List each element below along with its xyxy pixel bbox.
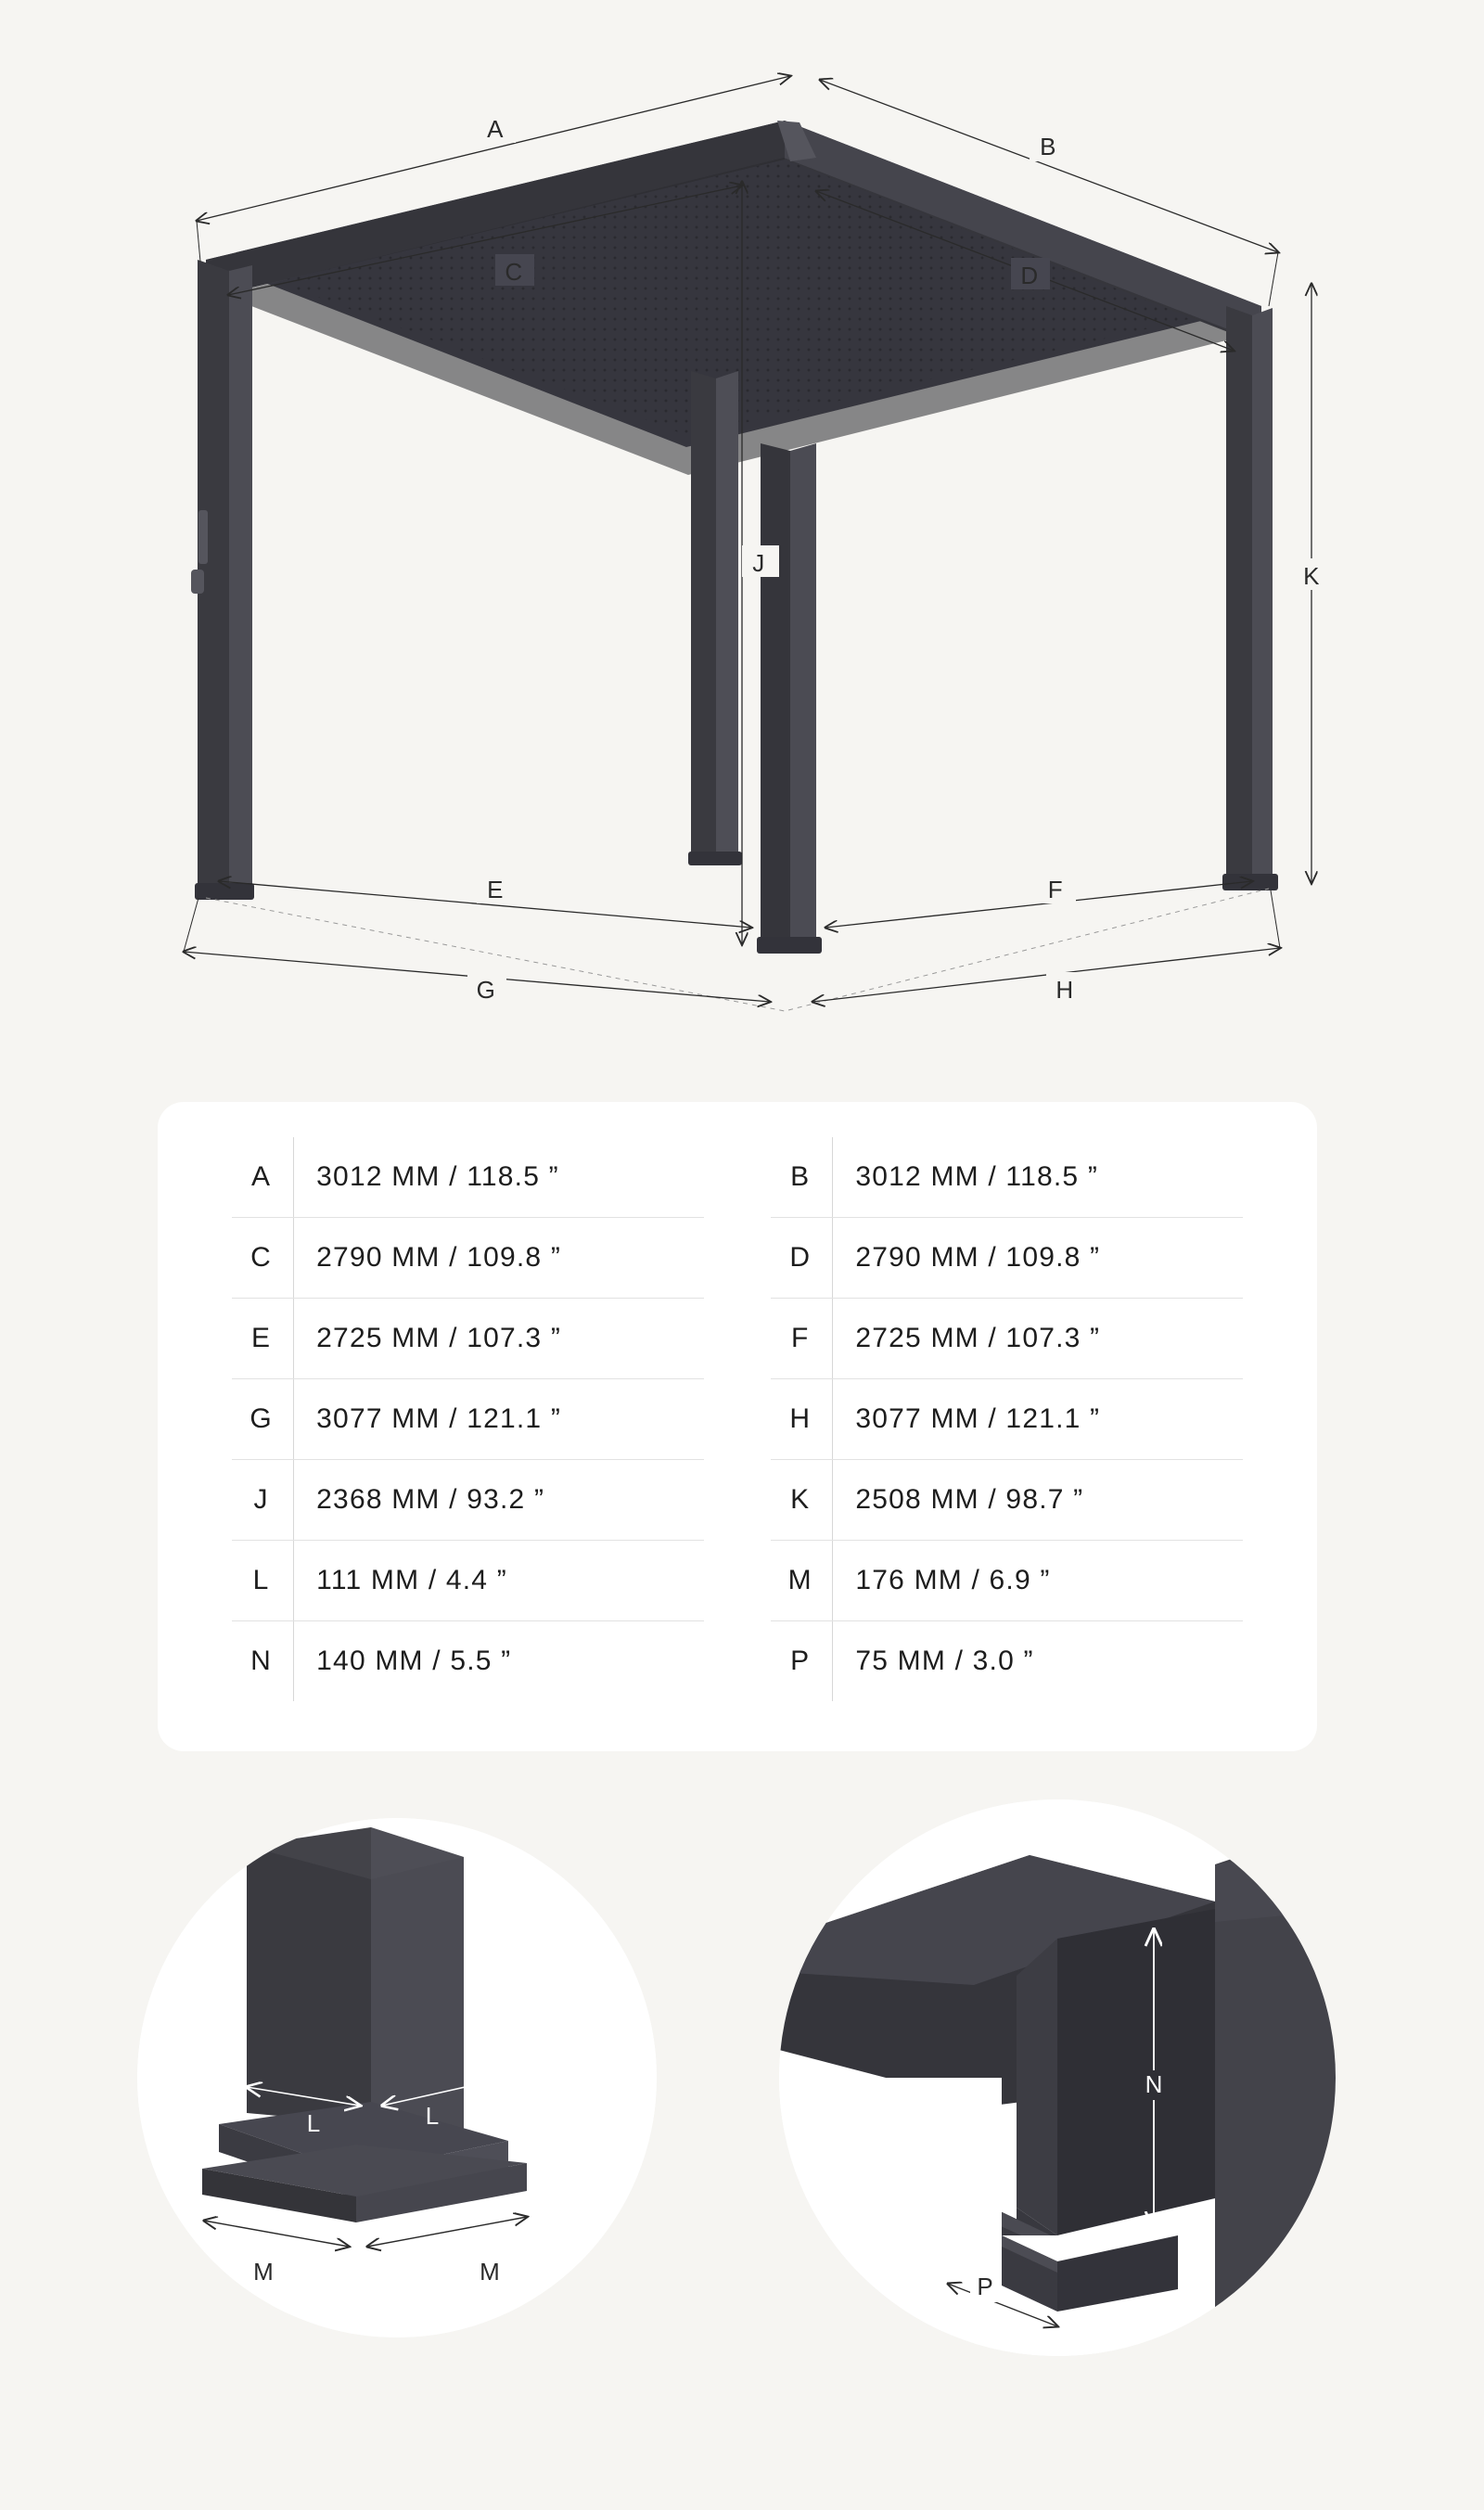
detail-letter-P: P — [977, 2273, 993, 2300]
detail-letter-N: N — [1145, 2070, 1163, 2098]
column-gap — [704, 1137, 771, 1218]
spec-value: 2790 MM / 109.8 ” — [294, 1218, 704, 1299]
dim-letter-G: G — [476, 976, 496, 1004]
spec-value: 2790 MM / 109.8 ” — [833, 1218, 1243, 1299]
table-row — [232, 1541, 1243, 1621]
dim-letter-H: H — [1055, 976, 1074, 1004]
post-base-detail — [137, 1818, 657, 2337]
dim-letter-C: C — [505, 258, 523, 286]
detail-letter-M-1: M — [253, 2258, 274, 2286]
spec-key: K — [771, 1460, 833, 1541]
table-row — [232, 1460, 1243, 1541]
column-gap — [704, 1218, 771, 1299]
spec-value: 3077 MM / 121.1 ” — [833, 1379, 1243, 1460]
detail-letter-L-2: L — [425, 2102, 440, 2130]
spec-value: 2368 MM / 93.2 ” — [294, 1460, 704, 1541]
table-row — [232, 1137, 1243, 1218]
spec-value: 2725 MM / 107.3 ” — [833, 1299, 1243, 1379]
column-gap — [704, 1379, 771, 1460]
spec-value: 3012 MM / 118.5 ” — [833, 1137, 1243, 1218]
pergola-structure — [191, 121, 1278, 1011]
spec-value: 75 MM / 3.0 ” — [855, 1646, 1034, 1676]
dim-letter-A: A — [487, 115, 504, 143]
spec-key: B — [771, 1137, 833, 1218]
table-row — [232, 1218, 1243, 1299]
spec-key: J — [232, 1460, 294, 1541]
column-gap — [704, 1541, 771, 1621]
table-row — [232, 1621, 1243, 1702]
spec-key: C — [232, 1218, 294, 1299]
dim-letter-D: D — [1020, 262, 1039, 289]
dim-letter-E: E — [487, 876, 504, 903]
dim-letter-J: J — [752, 549, 765, 577]
spec-value: 176 MM / 6.9 ” — [833, 1541, 1243, 1621]
spec-key: E — [232, 1299, 294, 1379]
spec-key: P — [771, 1621, 833, 1702]
spec-key: G — [232, 1379, 294, 1460]
dim-letter-F: F — [1047, 876, 1064, 903]
column-gap — [704, 1621, 771, 1702]
column-gap — [704, 1460, 771, 1541]
spec-key: L — [232, 1541, 294, 1621]
dim-letter-B: B — [1040, 133, 1056, 160]
dimension-spec-card — [158, 1102, 1317, 1751]
spec-value: 111 MM / 4.4 ” — [294, 1541, 704, 1621]
spec-value: 3077 MM / 121.1 ” — [294, 1379, 704, 1460]
spec-value: 2508 MM / 98.7 ” — [833, 1460, 1243, 1541]
spec-value: 140 MM / 5.5 ” — [316, 1646, 512, 1676]
beam-profile-detail — [779, 1799, 1336, 2356]
spec-key: N — [232, 1621, 294, 1702]
table-row — [232, 1379, 1243, 1460]
spec-key: F — [771, 1299, 833, 1379]
detail-letter-L-1: L — [306, 2109, 321, 2137]
dimension-spec-table — [232, 1137, 1243, 1701]
spec-key: D — [771, 1218, 833, 1299]
detail-letter-M-2: M — [480, 2258, 500, 2286]
spec-key: H — [771, 1379, 833, 1460]
dim-letter-K: K — [1303, 562, 1320, 590]
spec-value: 2725 MM / 107.3 ” — [294, 1299, 704, 1379]
spec-key: A — [232, 1137, 294, 1218]
spec-key: M — [771, 1541, 833, 1621]
column-gap — [704, 1299, 771, 1379]
spec-value: 3012 MM / 118.5 ” — [294, 1137, 704, 1218]
table-row — [232, 1299, 1243, 1379]
pergola-perspective-diagram — [0, 0, 1484, 1095]
